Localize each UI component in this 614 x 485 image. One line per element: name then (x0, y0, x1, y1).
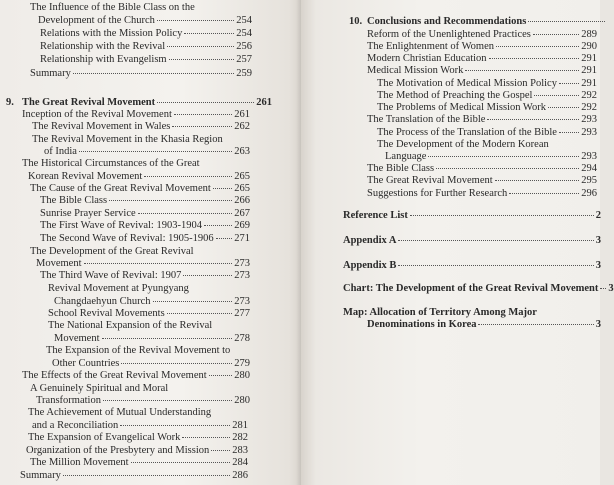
toc-line (30, 68, 252, 80)
chapter-number: 10. (349, 16, 363, 27)
toc-line (36, 395, 250, 407)
left-page (0, 0, 301, 485)
toc-line-page: 254 (236, 15, 252, 26)
toc-line-text: The Method of Preaching the Gospel (377, 90, 533, 101)
toc-line-page: 256 (236, 41, 252, 52)
toc-line (40, 233, 250, 245)
toc-line-page: 291 (581, 65, 597, 76)
toc-line: Map: Allocation of Territory Among Major (343, 307, 537, 318)
toc-line-page: 289 (581, 29, 597, 40)
toc-line (377, 127, 597, 139)
toc-line-text: The Second Wave of Revival: 1905-1906 (40, 233, 214, 244)
toc-line-page: 291 (581, 78, 597, 89)
toc-line-text: The Translation of the Bible (367, 114, 486, 125)
toc-line-text: Reference List (343, 210, 408, 221)
toc-line-text: Chart: The Development of the Great Revival Movement (343, 283, 599, 294)
toc-line (377, 102, 597, 114)
chapter-title: The Great Revival Movement (22, 97, 156, 108)
toc-line-page: 257 (236, 54, 252, 65)
toc-line-page: 262 (234, 121, 250, 132)
toc-line: A Genuinely Spiritual and Moral (30, 383, 169, 394)
toc-line (343, 210, 601, 222)
toc-line (343, 235, 601, 247)
toc-line-text: The Effects of the Great Revival Movement (22, 370, 207, 381)
toc-line (30, 183, 250, 195)
toc-line (367, 29, 597, 41)
toc-line-page: 273 (234, 258, 250, 269)
toc-line (367, 163, 597, 175)
toc-line-page: 254 (236, 28, 252, 39)
toc-line-page: 286 (232, 470, 248, 481)
toc-line-text: Transformation (36, 395, 101, 406)
toc-line-text: Relations with the Mission Policy (40, 28, 183, 39)
toc-line-text: Relationship with Evangelism (40, 54, 167, 65)
toc-line-text: Movement (54, 333, 100, 344)
toc-line-page: 279 (234, 358, 250, 369)
toc-line-page: 267 (234, 208, 250, 219)
toc-line (22, 109, 250, 121)
chapter-number: 9. (6, 97, 14, 108)
toc-line-page: 296 (581, 188, 597, 199)
toc-line-text: The Expansion of Evangelical Work (28, 432, 181, 443)
toc-line-text: Other Countries (52, 358, 120, 369)
toc-line (48, 308, 250, 320)
toc-line-page: 2 (595, 210, 601, 221)
toc-line: The Development of the Great Revival (30, 246, 194, 257)
toc-line-page: 273 (234, 270, 250, 281)
toc-line (30, 457, 248, 469)
toc-line (367, 319, 601, 331)
toc-line (32, 121, 250, 133)
toc-line-text: of India (44, 146, 77, 157)
toc-line-page: 261 (234, 109, 250, 120)
toc-line-text: School Revival Movements (48, 308, 165, 319)
toc-line-page: 265 (234, 183, 250, 194)
toc-line (40, 208, 250, 220)
toc-line (26, 445, 248, 457)
toc-line (385, 151, 597, 163)
toc-line-page: 291 (581, 53, 597, 64)
toc-line (40, 41, 252, 53)
toc-line: The Historical Circumstances of the Great (22, 158, 200, 169)
toc-line (367, 114, 597, 126)
toc-line (367, 175, 597, 187)
toc-line-text: The Problems of Medical Mission Work (377, 102, 546, 113)
toc-line-text: The Enlightenment of Women (367, 41, 494, 52)
toc-line-text: Reform of the Unenlightened Practices (367, 29, 531, 40)
toc-line-text: Appendix A (343, 235, 397, 246)
toc-line (52, 358, 250, 370)
toc-line-page: 292 (581, 90, 597, 101)
toc-line-page: 293 (581, 151, 597, 162)
toc-line-text: Denominations in Korea (367, 319, 477, 330)
toc-line (32, 420, 248, 432)
toc-line-page: 3 (595, 235, 601, 246)
toc-line-page: 266 (234, 195, 250, 206)
toc-line-page: 294 (581, 163, 597, 174)
toc-line-text: Language (385, 151, 427, 162)
toc-line (36, 258, 250, 270)
toc-line: The National Expansion of the Revival (48, 320, 213, 331)
toc-line: The Development of the Modern Korean (377, 139, 549, 150)
toc-line-text: The Revival Movement in Wales (32, 121, 171, 132)
toc-line (40, 54, 252, 66)
toc-line-page: 3 (595, 319, 601, 330)
toc-line-text: Movement (36, 258, 82, 269)
chapter-title: Conclusions and Recommendations (367, 16, 527, 27)
toc-line: The Achievement of Mutual Understanding (28, 407, 212, 418)
toc-line: The Influence of the Bible Class on the (30, 2, 195, 13)
toc-line-page: 280 (234, 395, 250, 406)
toc-line (343, 260, 601, 272)
toc-line (54, 296, 250, 308)
toc-line (377, 90, 597, 102)
right-page (301, 0, 614, 485)
toc-line-page: 292 (581, 102, 597, 113)
toc-line-page: 3 (608, 283, 614, 294)
toc-line (40, 270, 250, 282)
toc-line (40, 195, 250, 207)
toc-line-page: 290 (581, 41, 597, 52)
toc-line (54, 333, 250, 345)
toc-line-page: 293 (581, 114, 597, 125)
toc-line-text: The Bible Class (40, 195, 108, 206)
toc-line-text: Development of the Church (38, 15, 155, 26)
toc-line (40, 220, 250, 232)
toc-line-text: The Bible Class (367, 163, 435, 174)
toc-line (377, 78, 597, 90)
toc-line-text: Suggestions for Further Research (367, 188, 508, 199)
toc-line-text: Medical Mission Work (367, 65, 464, 76)
toc-line (38, 15, 252, 27)
toc-line (20, 470, 248, 482)
toc-line-page: 269 (234, 220, 250, 231)
toc-line-page: 284 (232, 457, 248, 468)
toc-line-page: 3 (595, 260, 601, 271)
toc-line-page: 259 (236, 68, 252, 79)
toc-line-page: 283 (232, 445, 248, 456)
toc-line-text: The Million Movement (30, 457, 129, 468)
toc-line-text: The Motivation of Medical Mission Policy (377, 78, 557, 89)
toc-line-page: 282 (232, 432, 248, 443)
toc-line (367, 53, 597, 65)
toc-line-text: The Process of the Translation of the Bible (377, 127, 557, 138)
toc-line-page: 295 (581, 175, 597, 186)
toc-line-page: 293 (581, 127, 597, 138)
toc-line-text: The Third Wave of Revival: 1907 (40, 270, 182, 281)
toc-line-page: 265 (234, 171, 250, 182)
toc-line-text: The Great Revival Movement (367, 175, 493, 186)
toc-line-page: 281 (232, 420, 248, 431)
toc-line (367, 188, 597, 200)
toc-line: Revival Movement at Pyungyang (48, 283, 189, 294)
toc-line (44, 146, 250, 158)
toc-line-text: Summary (30, 68, 71, 79)
toc-line (343, 283, 614, 295)
toc-line (28, 432, 248, 444)
chapter-heading (367, 16, 607, 28)
toc-line-text: The Cause of the Great Revival Movement (30, 183, 211, 194)
toc-line-text: Korean Revival Movement (28, 171, 143, 182)
toc-line-page: 278 (234, 333, 250, 344)
toc-line-text: and a Reconciliation (32, 420, 119, 431)
toc-line-text: Inception of the Revival Movement (22, 109, 172, 120)
toc-line-text: Modern Christian Education (367, 53, 487, 64)
toc-line-page: 271 (234, 233, 250, 244)
toc-line-page: 273 (234, 296, 250, 307)
toc-line-page: 277 (234, 308, 250, 319)
toc-line-text: Relationship with the Revival (40, 41, 166, 52)
toc-line-text: Appendix B (343, 260, 397, 271)
toc-line (28, 171, 250, 183)
toc-line-page: 280 (234, 370, 250, 381)
toc-line: The Expansion of the Revival Movement to (46, 345, 231, 356)
toc-line (367, 41, 597, 53)
chapter-page: 261 (256, 97, 272, 108)
toc-line-text: Summary (20, 470, 61, 481)
toc-line (22, 370, 250, 382)
toc-line-text: Sunrise Prayer Service (40, 208, 136, 219)
toc-line (367, 65, 597, 77)
toc-line: The Revival Movement in the Khasia Region (32, 134, 223, 145)
chapter-heading (22, 97, 272, 109)
toc-line (40, 28, 252, 40)
toc-line-text: The First Wave of Revival: 1903-1904 (40, 220, 202, 231)
toc-line-page: 263 (234, 146, 250, 157)
toc-line-text: Changdaehyun Church (54, 296, 151, 307)
toc-line-text: Organization of the Presbytery and Mission (26, 445, 210, 456)
